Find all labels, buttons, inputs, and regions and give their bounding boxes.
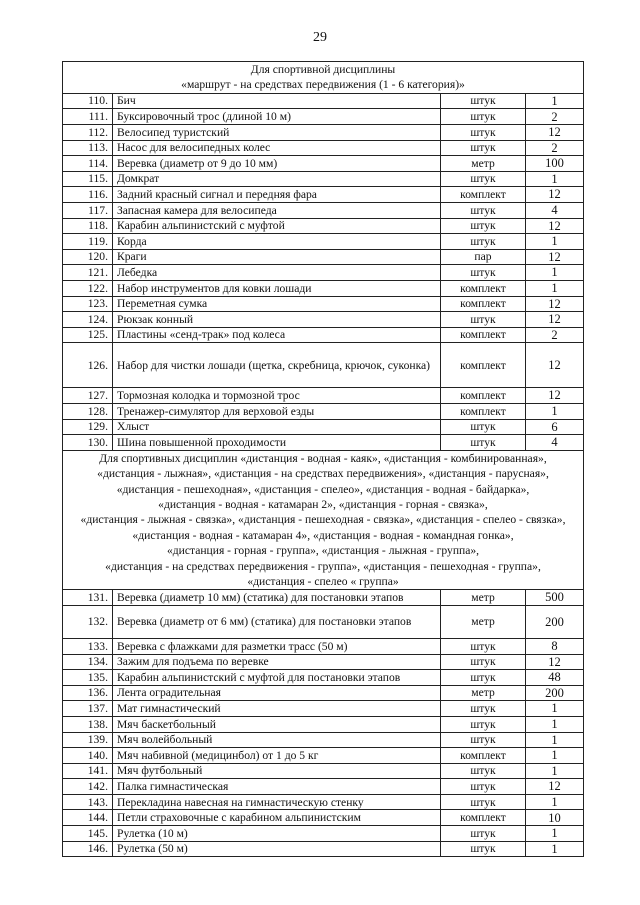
row-number: 135. — [63, 670, 113, 686]
item-unit: метр — [441, 590, 526, 606]
row-number: 124. — [63, 312, 113, 328]
item-quantity: 1 — [526, 701, 584, 717]
table-row — [63, 779, 584, 795]
row-number: 140. — [63, 748, 113, 764]
equipment-table — [62, 61, 584, 857]
item-unit: штук — [441, 794, 526, 810]
section-heading-line: «дистанция - горная - группа», «дистанция - лыжная - группа», — [166, 544, 480, 558]
table-row — [63, 605, 584, 638]
table-row — [63, 732, 584, 748]
table-row — [63, 794, 584, 810]
table-row — [63, 654, 584, 670]
item-unit: штук — [441, 670, 526, 686]
item-quantity: 12 — [526, 779, 584, 795]
table-row — [63, 265, 584, 281]
item-unit: комплект — [441, 810, 526, 826]
row-number: 138. — [63, 716, 113, 732]
item-quantity: 12 — [526, 388, 584, 404]
item-quantity: 12 — [526, 187, 584, 203]
item-quantity: 1 — [526, 826, 584, 842]
item-quantity: 2 — [526, 327, 584, 343]
item-unit: комплект — [441, 296, 526, 312]
item-quantity: 1 — [526, 841, 584, 857]
item-unit: штук — [441, 218, 526, 234]
row-number: 118. — [63, 218, 113, 234]
table-row — [63, 125, 584, 141]
item-unit: комплект — [441, 403, 526, 419]
row-number: 130. — [63, 435, 113, 451]
row-number: 142. — [63, 779, 113, 795]
table-row — [63, 234, 584, 250]
item-name: Карабин альпинистский с муфтой — [113, 218, 441, 234]
table-row — [63, 685, 584, 701]
row-number: 134. — [63, 654, 113, 670]
item-name: Хлыст — [113, 419, 441, 435]
table-row — [63, 590, 584, 606]
item-quantity: 1 — [526, 716, 584, 732]
item-quantity: 4 — [526, 202, 584, 218]
item-name: Веревка (диаметр от 9 до 10 мм) — [113, 156, 441, 172]
row-number: 139. — [63, 732, 113, 748]
item-unit: штук — [441, 841, 526, 857]
row-number: 125. — [63, 327, 113, 343]
row-number: 127. — [63, 388, 113, 404]
item-unit: штук — [441, 109, 526, 125]
item-quantity: 2 — [526, 140, 584, 156]
item-unit: штук — [441, 171, 526, 187]
item-name: Перекладина навесная на гимнастическую стенку — [113, 794, 441, 810]
item-unit: метр — [441, 605, 526, 638]
item-name: Рулетка (10 м) — [113, 826, 441, 842]
table-row — [63, 435, 584, 451]
section-heading-line: Для спортивной дисциплины — [250, 63, 396, 76]
item-quantity: 1 — [526, 403, 584, 419]
row-number: 136. — [63, 685, 113, 701]
item-unit: штук — [441, 93, 526, 109]
row-number: 112. — [63, 125, 113, 141]
table-row — [63, 93, 584, 109]
item-unit: штук — [441, 234, 526, 250]
item-quantity: 12 — [526, 343, 584, 388]
item-quantity: 1 — [526, 748, 584, 764]
item-quantity: 1 — [526, 280, 584, 296]
item-quantity: 1 — [526, 234, 584, 250]
item-name: Карабин альпинистский с муфтой для постановки этапов — [113, 670, 441, 686]
item-quantity: 100 — [526, 156, 584, 172]
item-name: Мяч набивной (медицинбол) от 1 до 5 кг — [113, 748, 441, 764]
item-unit: штук — [441, 763, 526, 779]
item-quantity: 6 — [526, 419, 584, 435]
item-name: Мяч футбольный — [113, 763, 441, 779]
item-name: Зажим для подъема по веревке — [113, 654, 441, 670]
row-number: 123. — [63, 296, 113, 312]
item-quantity: 1 — [526, 732, 584, 748]
row-number: 114. — [63, 156, 113, 172]
item-name: Запасная камера для велосипеда — [113, 202, 441, 218]
row-number: 113. — [63, 140, 113, 156]
item-unit: штук — [441, 435, 526, 451]
table-row — [63, 280, 584, 296]
item-quantity: 12 — [526, 312, 584, 328]
item-name: Рулетка (50 м) — [113, 841, 441, 857]
item-quantity: 48 — [526, 670, 584, 686]
item-name: Шина повышенной проходимости — [113, 435, 441, 451]
item-name: Веревка с флажками для разметки трасс (50 м) — [113, 638, 441, 654]
row-number: 146. — [63, 841, 113, 857]
item-name: Мяч баскетбольный — [113, 716, 441, 732]
item-unit: штук — [441, 654, 526, 670]
row-number: 110. — [63, 93, 113, 109]
item-quantity: 4 — [526, 435, 584, 451]
section-heading-line: «дистанция - лыжная», «дистанция - на средствах передвижения», «дистанция - парусная», — [97, 467, 549, 481]
table-row — [63, 202, 584, 218]
equipment-table-body — [63, 62, 584, 857]
item-quantity: 12 — [526, 296, 584, 312]
item-name: Петли страховочные с карабином альпинистским — [113, 810, 441, 826]
item-unit: штук — [441, 701, 526, 717]
table-row — [63, 140, 584, 156]
row-number: 129. — [63, 419, 113, 435]
item-name: Лебедка — [113, 265, 441, 281]
section-heading-row — [63, 450, 584, 590]
item-quantity: 12 — [526, 249, 584, 265]
section-heading-line: «дистанция - на средствах передвижения - группа», «дистанция - пешеходная - группа», — [105, 559, 541, 573]
item-unit: комплект — [441, 280, 526, 296]
row-number: 126. — [63, 343, 113, 388]
item-unit: штук — [441, 125, 526, 141]
item-name: Рюкзак конный — [113, 312, 441, 328]
section-heading-line: «дистанция - лыжная - связка», «дистанция - пешеходная - связка», «дистанция - спелео - связка», — [80, 513, 566, 527]
item-unit: комплект — [441, 187, 526, 203]
section-heading — [63, 450, 584, 590]
item-name: Переметная сумка — [113, 296, 441, 312]
table-row — [63, 419, 584, 435]
section-heading-line: «дистанция - пешеходная», «дистанция - спелео», «дистанция - водная - байдарка», — [116, 482, 530, 496]
section-heading-row — [63, 62, 584, 94]
item-quantity: 1 — [526, 794, 584, 810]
table-row — [63, 343, 584, 388]
table-row — [63, 638, 584, 654]
item-quantity: 12 — [526, 654, 584, 670]
table-row — [63, 171, 584, 187]
table-row — [63, 312, 584, 328]
item-name: Набор для чистки лошади (щетка, скребница, крючок, суконка) — [113, 343, 441, 388]
item-unit: пар — [441, 249, 526, 265]
item-quantity: 12 — [526, 125, 584, 141]
item-quantity: 8 — [526, 638, 584, 654]
item-unit: штук — [441, 419, 526, 435]
item-quantity: 1 — [526, 763, 584, 779]
item-unit: штук — [441, 779, 526, 795]
item-unit: штук — [441, 826, 526, 842]
item-quantity: 1 — [526, 171, 584, 187]
item-unit: комплект — [441, 388, 526, 404]
item-unit: комплект — [441, 327, 526, 343]
row-number: 143. — [63, 794, 113, 810]
item-name: Бич — [113, 93, 441, 109]
table-row — [63, 701, 584, 717]
item-name: Буксировочный трос (длиной 10 м) — [113, 109, 441, 125]
item-quantity: 1 — [526, 93, 584, 109]
item-quantity: 12 — [526, 218, 584, 234]
item-unit: комплект — [441, 343, 526, 388]
row-number: 115. — [63, 171, 113, 187]
section-heading — [63, 62, 584, 94]
item-unit: метр — [441, 685, 526, 701]
item-quantity: 500 — [526, 590, 584, 606]
table-row — [63, 296, 584, 312]
section-heading-line: Для спортивных дисциплин «дистанция - водная - каяк», «дистанция - комбинированная», — [99, 451, 547, 465]
item-unit: комплект — [441, 748, 526, 764]
table-row — [63, 716, 584, 732]
section-heading-line: «дистанция - водная - катамаран 4», «дистанция - водная - командная гонка», — [132, 528, 514, 542]
row-number: 119. — [63, 234, 113, 250]
row-number: 145. — [63, 826, 113, 842]
row-number: 133. — [63, 638, 113, 654]
table-row — [63, 218, 584, 234]
table-row — [63, 810, 584, 826]
item-name: Лента оградительная — [113, 685, 441, 701]
item-name: Мат гимнастический — [113, 701, 441, 717]
item-name: Мяч волейбольный — [113, 732, 441, 748]
row-number: 132. — [63, 605, 113, 638]
table-row — [63, 763, 584, 779]
item-unit: штук — [441, 732, 526, 748]
row-number: 122. — [63, 280, 113, 296]
row-number: 116. — [63, 187, 113, 203]
row-number: 117. — [63, 202, 113, 218]
table-row — [63, 109, 584, 125]
item-name: Корда — [113, 234, 441, 250]
section-heading-line: «маршрут - на средствах передвижения (1 - 6 категория)» — [181, 78, 465, 92]
table-row — [63, 826, 584, 842]
row-number: 137. — [63, 701, 113, 717]
section-heading-line: «дистанция - спелео « группа» — [247, 574, 399, 588]
item-name: Домкрат — [113, 171, 441, 187]
row-number: 131. — [63, 590, 113, 606]
item-quantity: 200 — [526, 605, 584, 638]
row-number: 111. — [63, 109, 113, 125]
item-unit: штук — [441, 638, 526, 654]
table-row — [63, 403, 584, 419]
table-row — [63, 156, 584, 172]
item-name: Набор инструментов для ковки лошади — [113, 280, 441, 296]
table-row — [63, 249, 584, 265]
item-name: Краги — [113, 249, 441, 265]
table-row — [63, 748, 584, 764]
table-row — [63, 841, 584, 857]
table-row — [63, 187, 584, 203]
item-unit: штук — [441, 202, 526, 218]
item-name: Насос для велосипедных колес — [113, 140, 441, 156]
row-number: 120. — [63, 249, 113, 265]
item-name: Задний красный сигнал и передняя фара — [113, 187, 441, 203]
table-row — [63, 327, 584, 343]
item-name: Велосипед туристский — [113, 125, 441, 141]
item-name: Пластины «сенд-трак» под колеса — [113, 327, 441, 343]
table-row — [63, 388, 584, 404]
item-unit: штук — [441, 312, 526, 328]
item-quantity: 10 — [526, 810, 584, 826]
item-quantity: 200 — [526, 685, 584, 701]
table-row — [63, 670, 584, 686]
section-heading-line: «дистанция - водная - катамаран 2», «дистанция - горная - связка», — [158, 497, 488, 511]
item-unit: штук — [441, 716, 526, 732]
item-name: Веревка (диаметр от 6 мм) (статика) для постановки этапов — [113, 605, 441, 638]
item-name: Тренажер-симулятор для верховой езды — [113, 403, 441, 419]
item-unit: штук — [441, 265, 526, 281]
item-name: Веревка (диаметр 10 мм) (статика) для постановки этапов — [113, 590, 441, 606]
item-unit: штук — [441, 140, 526, 156]
page-number: 29 — [313, 30, 327, 45]
item-quantity: 1 — [526, 265, 584, 281]
item-name: Тормозная колодка и тормозной трос — [113, 388, 441, 404]
item-name: Палка гимнастическая — [113, 779, 441, 795]
item-unit: метр — [441, 156, 526, 172]
item-quantity: 2 — [526, 109, 584, 125]
row-number: 128. — [63, 403, 113, 419]
row-number: 121. — [63, 265, 113, 281]
row-number: 144. — [63, 810, 113, 826]
row-number: 141. — [63, 763, 113, 779]
